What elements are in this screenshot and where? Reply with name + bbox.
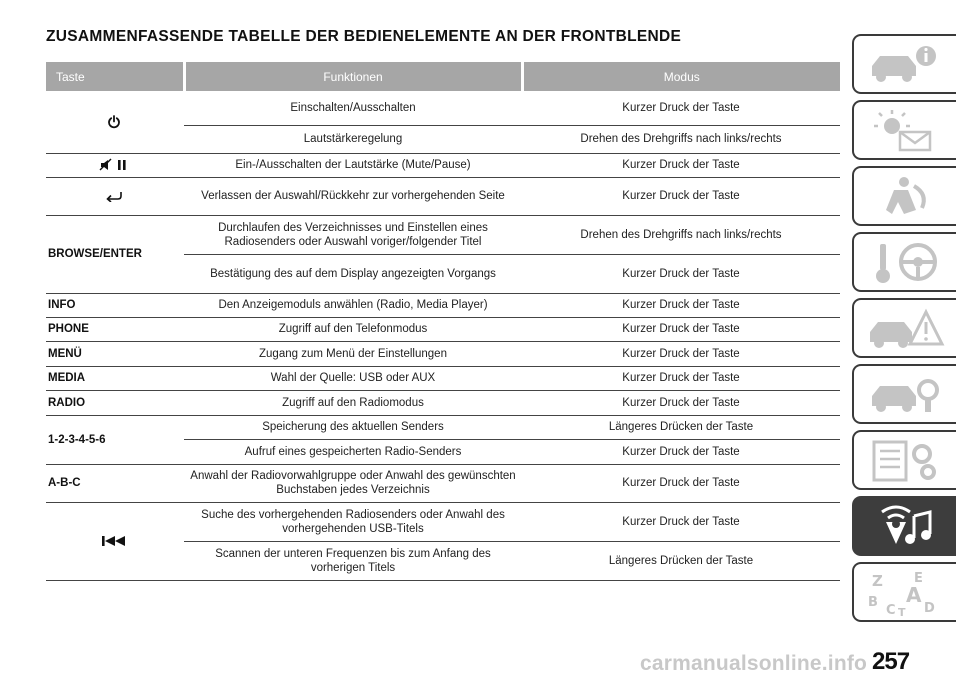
table-row [46,153,840,177]
chapter-navigation [852,0,960,678]
mode-cell: Kurzer Druck der Taste [522,177,840,215]
mode-cell: Kurzer Druck der Taste [522,366,840,390]
table-row [46,293,840,317]
key-mute [46,153,184,177]
key-browse-enter: BROWSE/ENTER [46,215,184,293]
mode-cell: Kurzer Druck der Taste [522,341,840,366]
key-radio: RADIO [46,390,184,415]
multimedia-icon [864,504,948,550]
tab-warning-lights[interactable] [852,100,956,160]
index-letter: A [906,583,922,607]
controls-table-container [46,62,840,581]
function-cell: Lautstärkeregelung [184,125,522,153]
function-cell: Suche des vorhergehenden Radiosenders oder Anwahl des vorhergehenden USB-Titels [184,502,522,541]
mode-cell: Längeres Drücken der Taste [522,541,840,580]
table-row [46,215,840,254]
function-cell: Durchlaufen des Verzeichnisses und Einstellen eines Radiosenders oder Auswahl voriger/folgender Titel [184,215,522,254]
mute-pause-icon [99,158,129,172]
index-letter: E [914,571,923,586]
key-back [46,177,184,215]
tab-index[interactable] [852,562,956,622]
page-number: 257 [872,648,910,675]
table-row [46,366,840,390]
mode-cell: Kurzer Druck der Taste [522,317,840,341]
tab-safety[interactable] [852,166,956,226]
table-header-row [46,62,840,91]
function-cell: Wahl der Quelle: USB oder AUX [184,366,522,390]
table-row [46,464,840,502]
tab-car-info[interactable] [852,34,956,94]
function-cell: Zugang zum Menü der Einstellungen [184,341,522,366]
function-cell: Zugriff auf den Radiomodus [184,390,522,415]
key-presets: 1-2-3-4-5-6 [46,415,184,464]
key-previous [46,502,184,580]
back-arrow-icon [105,190,123,202]
car-service-icon [864,372,948,418]
specifications-icon [864,438,948,484]
table-row [46,341,840,366]
key-menu: MENÜ [46,341,184,366]
tab-multimedia[interactable] [852,496,956,556]
table-row [46,177,840,215]
mode-cell: Kurzer Druck der Taste [522,464,840,502]
index-letter: Z [872,572,883,590]
watermark: carmanualsonline.info [640,652,868,675]
key-media: MEDIA [46,366,184,390]
mode-cell: Längeres Drücken der Taste [522,415,840,439]
page-title: ZUSAMMENFASSENDE TABELLE DER BEDIENELEMENTE AN DER FRONTBLENDE [46,28,682,45]
seat-airbag-icon [864,174,948,220]
key-info: INFO [46,293,184,317]
mode-cell: Kurzer Druck der Taste [522,153,840,177]
mode-cell: Kurzer Druck der Taste [522,254,840,293]
index-letter: T [898,606,906,616]
function-cell: Aufruf eines gespeicherten Radio-Senders [184,439,522,464]
mode-cell: Kurzer Druck der Taste [522,293,840,317]
car-breakdown-icon [864,306,948,352]
tab-maintenance[interactable] [852,364,956,424]
table-row [46,91,840,125]
tab-technical-data[interactable] [852,430,956,490]
function-cell: Einschalten/Ausschalten [184,91,522,125]
tab-starting-driving[interactable] [852,232,956,292]
function-cell: Ein-/Ausschalten der Lautstärke (Mute/Pause) [184,153,522,177]
function-cell: Bestätigung des auf dem Display angezeigten Vorgangs [184,254,522,293]
header-mode: Modus [522,62,840,91]
function-cell: Speicherung des aktuellen Senders [184,415,522,439]
controls-table [46,62,840,581]
function-cell: Den Anzeigemoduls anwählen (Radio, Media Player) [184,293,522,317]
function-cell: Zugriff auf den Telefonmodus [184,317,522,341]
mode-cell: Kurzer Druck der Taste [522,390,840,415]
key-abc: A-B-C [46,464,184,502]
mode-cell: Drehen des Drehgriffs nach links/rechts [522,215,840,254]
warning-lights-icon [864,108,948,154]
mode-cell: Kurzer Druck der Taste [522,502,840,541]
key-power [46,91,184,153]
key-steering-wheel-icon [864,240,948,286]
index-letter: B [868,595,878,610]
function-cell: Anwahl der Radiovorwahlgruppe oder Anwahl des gewünschten Buchstaben jedes Verzeichnis [184,464,522,502]
table-row [46,317,840,341]
alphabetical-index-icon [864,570,948,616]
mode-cell: Kurzer Druck der Taste [522,439,840,464]
header-key: Taste [46,62,184,91]
function-cell: Verlassen der Auswahl/Rückkehr zur vorhergehenden Seite [184,177,522,215]
power-icon [107,115,121,129]
index-letter: D [924,601,935,616]
car-info-icon [864,42,948,88]
table-row [46,390,840,415]
mode-cell: Kurzer Druck der Taste [522,91,840,125]
header-function: Funktionen [184,62,522,91]
skip-back-icon [101,535,127,547]
tab-emergency[interactable] [852,298,956,358]
table-row [46,502,840,541]
function-cell: Scannen der unteren Frequenzen bis zum Anfang des vorherigen Titels [184,541,522,580]
table-row [46,415,840,439]
index-letter: C [886,603,896,616]
mode-cell: Drehen des Drehgriffs nach links/rechts [522,125,840,153]
key-phone: PHONE [46,317,184,341]
